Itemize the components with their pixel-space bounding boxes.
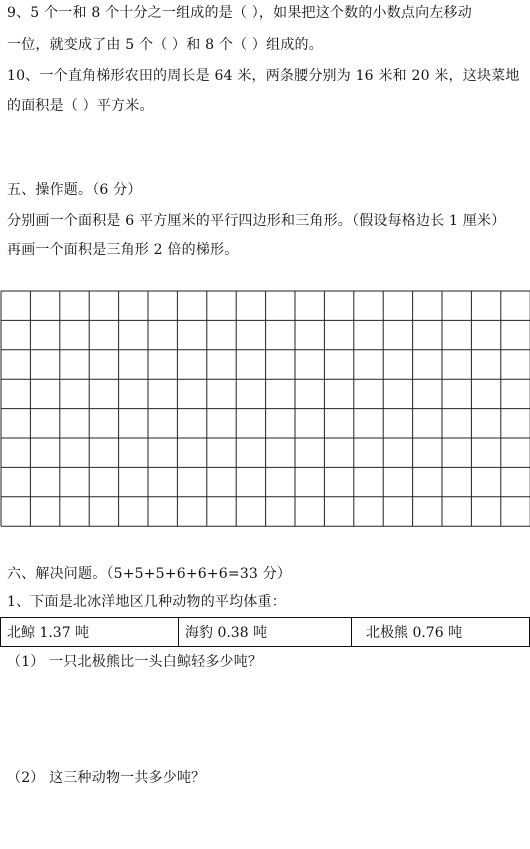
table-row bbox=[1, 618, 530, 647]
section-5-instruction-1: 分别画一个面积是 6 平方厘米的平行四边形和三角形。（假设每格边长 1 厘米） bbox=[7, 213, 506, 229]
table-cell-beluga: 北鲸 1.37 吨 bbox=[1, 618, 179, 647]
subquestion-2: （2） 这三种动物一共多少吨？ bbox=[7, 770, 206, 786]
q10-line-1: 10、一个直角梯形农田的周长是 64 米，两条腰分别为 16 米和 20 米，这块菜地 bbox=[7, 68, 520, 84]
question-1-intro: 1、下面是北冰洋地区几种动物的平均体重： bbox=[7, 594, 286, 610]
section-5-heading: 五、操作题。（6 分） bbox=[7, 182, 142, 198]
q9-line-1: 9、5 个一和 8 个十分之一组成的是（ ），如果把这个数的小数点向左移动 bbox=[7, 5, 472, 21]
animal-weight-table bbox=[0, 617, 530, 647]
table-cell-seal: 海豹 0.38 吨 bbox=[179, 618, 352, 647]
section-6-heading: 六、解决问题。（5+5+5+6+6+6=33 分） bbox=[7, 566, 292, 582]
drawing-grid bbox=[0, 290, 530, 530]
subquestion-1: （1） 一只北极熊比一头白鲸轻多少吨？ bbox=[7, 654, 263, 670]
q9-line-2: 一位，就变成了由 5 个（ ）和 8 个（ ）组成的。 bbox=[7, 37, 323, 53]
q10-line-2: 的面积是（ ）平方米。 bbox=[7, 98, 154, 114]
table-cell-polar-bear: 北极熊 0.76 吨 bbox=[352, 618, 530, 647]
section-5-instruction-2: 再画一个面积是三角形 2 倍的梯形。 bbox=[7, 242, 239, 258]
